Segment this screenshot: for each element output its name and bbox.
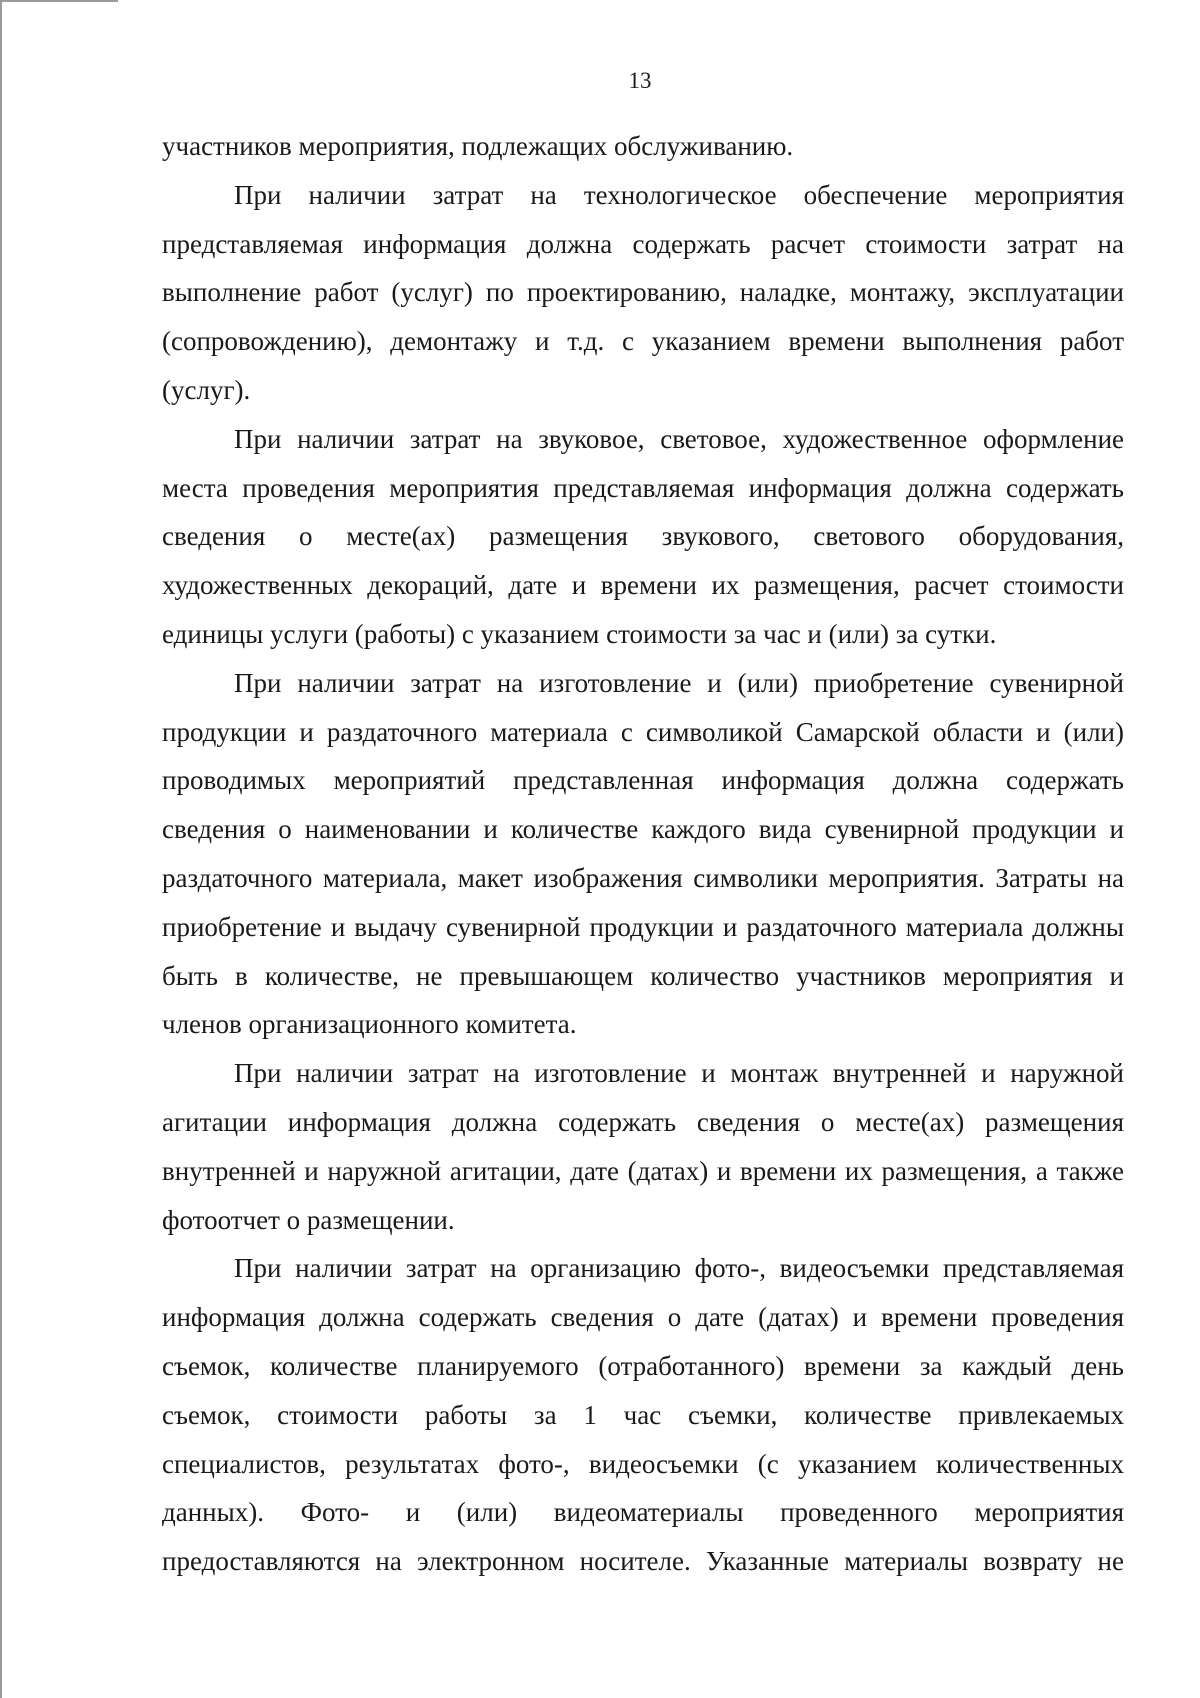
paragraph-souvenirs: При наличии затрат на изготовление и (или) приобретение сувенирной продукции и раздаточного материала с символикой Самарской области и (или) проводимых мероприятий представленная информация должна содержать сведения о наименовании и количестве каждого вида сувенирной продукции и раздаточного материала, макет изображения символики мероприятия. Затраты на приобретение и выдачу сувенирной продукции и раздаточного материала должны быть в количестве, не превышающем количество участников мероприятия и членов организационного комитета. bbox=[162, 667, 1124, 1040]
paragraph-agitation: При наличии затрат на изготовление и монтаж внутренней и наружной агитации информация должна содержать сведения о месте(ах) размещения внутренней и наружной агитации, дате (датах) и времени их размещения, а также фотоотчет о размещении. bbox=[162, 1058, 1124, 1235]
paragraph-continuation: участников мероприятия, подлежащих обслуживанию. bbox=[162, 131, 794, 161]
scan-border-top bbox=[0, 0, 118, 2]
page-number: 13 bbox=[628, 68, 652, 93]
document-body bbox=[162, 122, 1124, 1586]
paragraph-technical-support: При наличии затрат на технологическое обеспечение мероприятия представляемая информация должна содержать расчет стоимости затрат на выполнение работ (услуг) по проектированию, наладке, монтажу, эксплуатации (сопровождению), демонтажу и т.д. с указанием времени выполнения работ (услуг). bbox=[162, 179, 1124, 405]
scan-border-left bbox=[0, 0, 2, 1698]
paragraph-photo-video: При наличии затрат на организацию фото-, видеосъемки представляемая информация должна содержать сведения о дате (датах) и времени проведения съемок, количестве планируемого (отработанного) времени за каждый день съемок, стоимости работы за 1 час съемки, количестве привлекаемых специалистов, результатах фото-, видеосъемки (с указанием количественных данных). Фото- и (или) видеоматериалы проведенного мероприятия предоставляются на электронном носителе. Указанные материалы возврату не bbox=[162, 1253, 1124, 1577]
paragraph-sound-light-decor: При наличии затрат на звуковое, световое, художественное оформление места проведения мероприятия представляемая информация должна содержать сведения о месте(ах) размещения звукового, светового оборудования, художественных декораций, дате и времени их размещения, расчет стоимости единицы услуги (работы) с указанием стоимости за час и (или) за сутки. bbox=[162, 423, 1124, 649]
